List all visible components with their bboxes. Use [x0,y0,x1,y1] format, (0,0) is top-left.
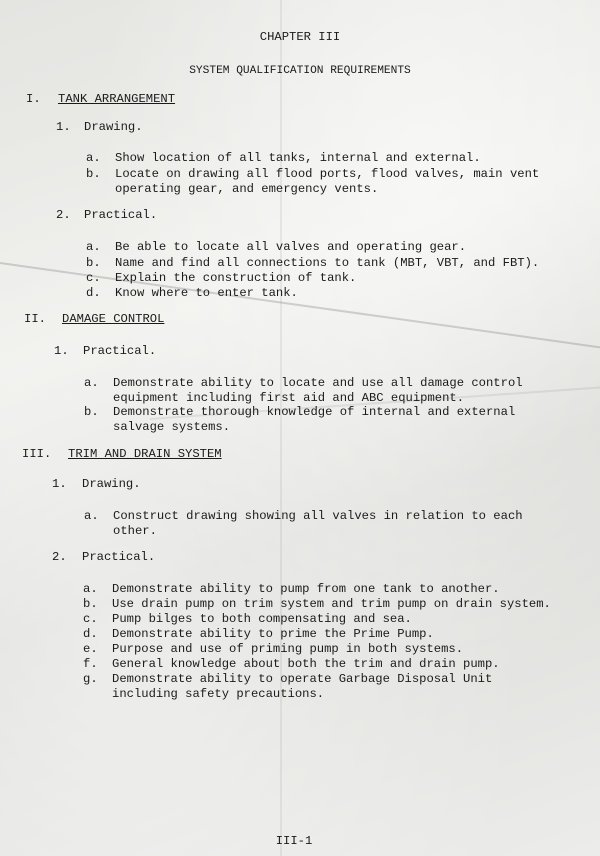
item-text: General knowledge about both the trim and drain pump. [112,657,500,671]
section-numeral: II. [24,312,46,326]
item-letter: e. [83,642,98,656]
item-text: Demonstrate thorough knowledge of internal and external [113,405,516,419]
item-text: Locate on drawing all flood ports, flood valves, main vent [115,167,540,181]
item-text: Know where to enter tank. [115,286,298,300]
item-text: Use drain pump on trim system and trim pump on drain system. [112,597,551,611]
section-heading: TANK ARRANGEMENT [58,92,176,106]
subsection-number: 2. [56,208,71,222]
item-letter: b. [86,256,101,270]
subsection-number: 2. [52,550,67,564]
item-letter: a. [86,151,101,165]
item-text: operating gear, and emergency vents. [115,182,379,196]
item-text: Demonstrate ability to pump from one tank to another. [112,582,500,596]
page-number: III-1 [275,834,313,848]
item-text: equipment including first aid and ABC equipment. [113,391,465,405]
item-text: Show location of all tanks, internal and external. [115,151,481,165]
subsection-heading: Practical. [83,344,157,358]
item-letter: a. [83,582,98,596]
item-letter: d. [86,286,101,300]
subsection-number: 1. [54,344,69,358]
paper-fold [280,0,282,856]
item-text: Be able to locate all valves and operating gear. [115,240,467,254]
chapter-heading: CHAPTER III [259,30,341,44]
item-text: Construct drawing showing all valves in relation to each [113,509,523,523]
section-heading: TRIM AND DRAIN SYSTEM [68,447,222,461]
subsection-number: 1. [56,120,71,134]
item-letter: a. [86,240,101,254]
subsection-heading: Practical. [82,550,156,564]
subsection-number: 1. [52,477,67,491]
item-letter: a. [84,376,99,390]
item-letter: d. [83,627,98,641]
item-letter: g. [83,672,98,686]
item-text: Demonstrate ability to operate Garbage Disposal Unit [112,672,493,686]
item-letter: b. [86,167,101,181]
item-letter: c. [86,271,101,285]
item-text: other. [113,524,157,538]
item-text: including safety precautions. [112,687,325,701]
item-letter: b. [84,405,99,419]
item-text: salvage systems. [113,420,231,434]
subsection-heading: Drawing. [84,120,143,134]
item-text: Demonstrate ability to locate and use all damage control [113,376,523,390]
subsection-heading: Drawing. [82,477,141,491]
item-letter: b. [83,597,98,611]
page-title: SYSTEM QUALIFICATION REQUIREMENTS [189,65,411,77]
item-letter: f. [83,657,98,671]
item-letter: c. [83,612,98,626]
section-heading: DAMAGE CONTROL [62,312,165,326]
item-text: Explain the construction of tank. [115,271,357,285]
item-text: Purpose and use of priming pump in both systems. [112,642,464,656]
item-text: Pump bilges to both compensating and sea. [112,612,412,626]
item-letter: a. [84,509,99,523]
item-text: Name and find all connections to tank (MBT, VBT, and FBT). [115,256,540,270]
item-text: Demonstrate ability to prime the Prime Pump. [112,627,434,641]
section-numeral: I. [26,92,41,106]
subsection-heading: Practical. [84,208,158,222]
section-numeral: III. [22,447,52,461]
